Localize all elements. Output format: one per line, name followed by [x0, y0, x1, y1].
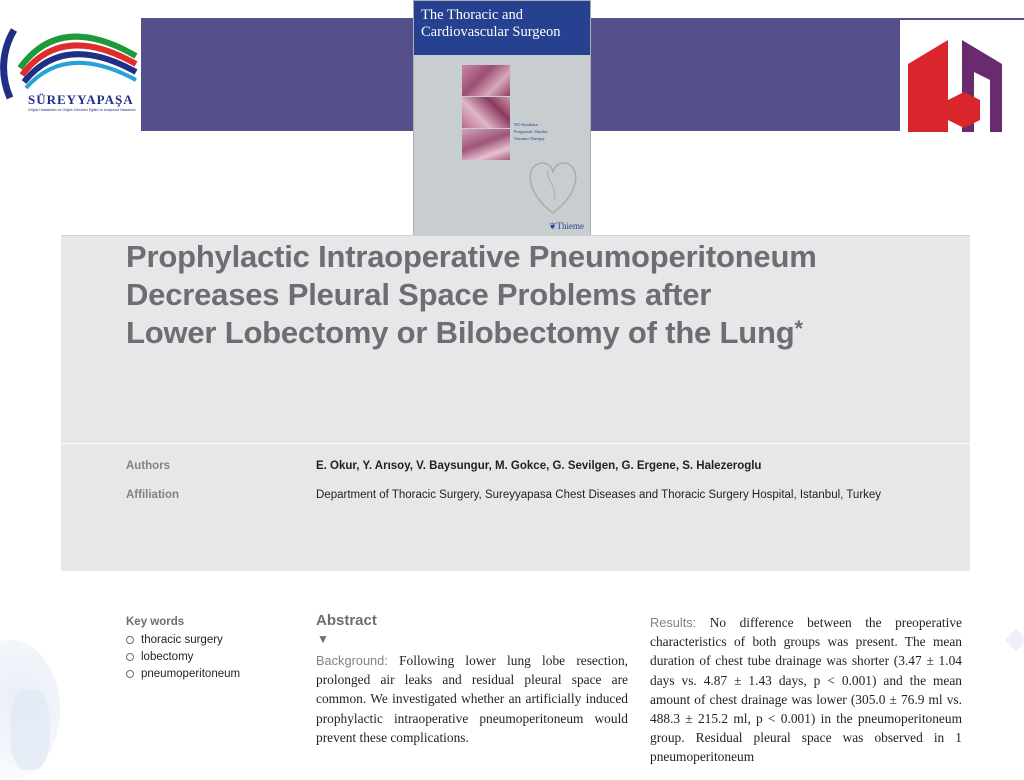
cover-micrograph-3	[462, 129, 510, 160]
title-line-text: Lower Lobectomy or Bilobectomy of the Lung	[126, 315, 795, 350]
meta-panel	[61, 444, 970, 571]
bullet-circle-icon	[126, 670, 134, 678]
cover-header	[414, 1, 590, 55]
title-footnote-mark: *	[794, 316, 803, 341]
publisher-name: Thieme	[556, 221, 584, 231]
cover-micrograph-1	[462, 65, 510, 96]
cover-title-line2: Cardiovascular Surgeon	[421, 24, 561, 40]
bullet-circle-icon	[126, 636, 134, 644]
cover-topic-list	[514, 121, 548, 142]
authors-list: E. Okur, Y. Arısoy, V. Baysungur, M. Gokce, G. Sevilgen, G. Ergene, S. Halezeroglu	[316, 460, 762, 472]
results-text: No difference between the preoperative characteristics of both groups was present. The mean duration of chest tube drainage was shorter (3.47 ± 1.04 days vs. 4.87 ± 1.43 days, p < 0.001) and the mean amount of chest drainage was lower (305.0 ± 76.9 ml vs. 488.3 ± 215.2 ml, p < 0.001) in the pneumoperitoneum group. Residual pleural space was observed in 1 pneumoperitoneum	[650, 615, 962, 765]
title-line: Prophylactic Intraoperative Pneumoperitoneum	[126, 239, 817, 274]
keyword-text: pneumoperitoneum	[141, 668, 241, 680]
cover-title	[421, 7, 560, 41]
title-line: Decreases Pleural Space Problems after	[126, 277, 712, 312]
cover-topic: Vacuum Therapy	[514, 136, 545, 141]
keywords-list	[126, 632, 240, 683]
abstract-results	[650, 613, 962, 767]
cover-publisher	[549, 221, 584, 232]
building-logo-icon	[900, 20, 1024, 132]
journal-cover	[413, 0, 591, 238]
title-panel	[61, 235, 970, 443]
results-label: Results:	[650, 615, 697, 630]
abstract-heading: Abstract	[316, 612, 377, 629]
background-decoration	[10, 690, 50, 770]
logo-subtitle: Göğüs Hastalıkları ve Göğüs Cerrahisi Eğitim ve Araştırma Hastanesi	[28, 108, 136, 112]
keyword-text: lobectomy	[141, 651, 194, 663]
keyword-item	[126, 649, 240, 666]
abstract-background	[316, 651, 628, 747]
bullet-circle-icon	[126, 653, 134, 661]
cover-topic: NO Synthase	[514, 122, 538, 127]
rainbow-logo-icon	[0, 20, 141, 100]
affiliation-label: Affiliation	[126, 489, 180, 501]
background-text: Following lower lung lobe resection, prolonged air leaks and residual pleural space are common. We investigated whether an artificially induced prophylactic intraoperative pneumoperitoneum would prevent these complications.	[316, 653, 628, 745]
cover-title-line1: The Thoracic and	[421, 7, 523, 23]
article-title	[126, 238, 946, 352]
logo-wordmark: SÜREYYAPAŞA	[28, 92, 134, 107]
cover-heart-sketch	[518, 151, 588, 221]
background-label: Background:	[316, 653, 388, 668]
keyword-item	[126, 632, 240, 649]
partner-logo	[900, 20, 1024, 132]
keyword-text: thoracic surgery	[141, 634, 223, 646]
affiliation-text: Department of Thoracic Surgery, Sureyyapasa Chest Diseases and Thoracic Surgery Hospital, Istanbul, Turkey	[316, 489, 882, 501]
hospital-logo	[0, 20, 141, 132]
publisher-icon: ❦	[548, 221, 557, 231]
authors-label: Authors	[126, 460, 171, 472]
triangle-down-icon: ▼	[317, 632, 329, 646]
cover-micrograph-2	[462, 97, 510, 128]
background-decoration	[1005, 629, 1024, 652]
keywords-heading: Key words	[126, 616, 185, 628]
cover-topic: Prognostic Studies	[514, 129, 548, 134]
title-line	[126, 314, 946, 352]
keyword-item	[126, 666, 240, 683]
